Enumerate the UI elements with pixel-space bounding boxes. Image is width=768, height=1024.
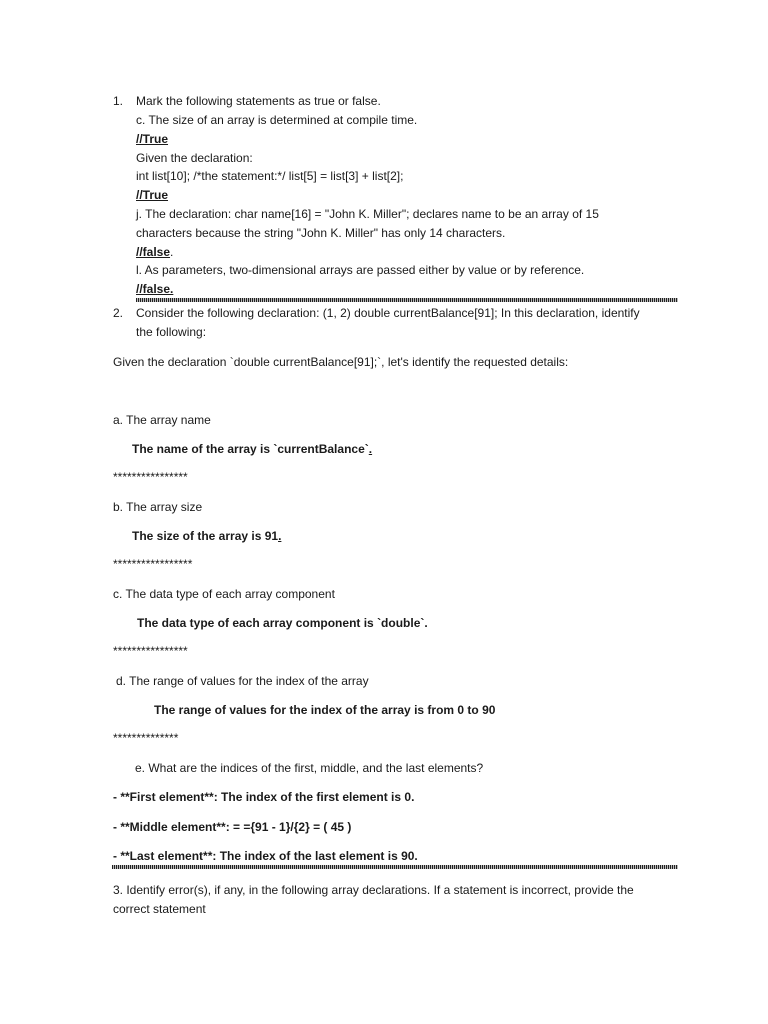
q1-j-answer-row	[136, 243, 173, 261]
q1-code-answer: //True	[136, 188, 169, 202]
q1-given: Given the declaration:	[136, 151, 253, 165]
q2-prompt-line2: the following:	[136, 325, 207, 339]
q2-prompt-line1: Consider the following declaration: (1, 2) double currentBalance[91]; In this declaration, identify	[136, 306, 640, 320]
q1-code-line: int list[10]; /*the statement:*/ list[5] = list[3] + list[2];	[136, 169, 404, 183]
q2-a-answer-row	[132, 440, 372, 458]
q2-d-label: d. The range of values for the index of the array	[116, 674, 369, 688]
q2-b-answer: The size of the array is 91	[132, 529, 279, 543]
q2-c-label: c. The data type of each array component	[113, 587, 335, 601]
q2-stars-d: **************	[113, 731, 179, 745]
section-divider-1	[136, 298, 678, 302]
q2-number: 2.	[113, 306, 124, 320]
q2-b-label: b. The array size	[113, 500, 203, 514]
q2-stars-b: *****************	[113, 557, 193, 571]
q1-number: 1.	[113, 94, 124, 108]
q1-intro: Mark the following statements as true or false.	[136, 94, 381, 108]
q1-c-statement: c. The size of an array is determined at compile time.	[136, 113, 418, 127]
q1-j-statement-line1: j. The declaration: char name[16] = "John K. Miller"; declares name to be an array of 15	[136, 207, 599, 221]
q2-first-element: - **First element**: The index of the first element is 0.	[113, 790, 415, 804]
q2-stars-c: ****************	[113, 644, 188, 658]
q3-line1: 3. Identify error(s), if any, in the following array declarations. If a statement is incorrect, provide the	[113, 883, 634, 897]
q2-last-element: - **Last element**: The index of the last element is 90.	[113, 849, 418, 863]
q2-b-answer-suffix: .	[278, 529, 282, 543]
q2-c-answer: The data type of each array component is `double`.	[137, 616, 428, 630]
q1-l-answer: //false.	[136, 282, 174, 296]
q2-middle-element: - **Middle element**: = ={91 - 1}/{2} = ( 45 )	[113, 820, 352, 834]
q1-j-answer-suffix: .	[170, 245, 174, 259]
q1-j-statement-line2: characters because the string "John K. Miller" has only 14 characters.	[136, 226, 506, 240]
q2-a-answer: The name of the array is `currentBalance`	[132, 442, 369, 456]
q2-a-label: a. The array name	[113, 413, 211, 427]
q2-e-label: e. What are the indices of the first, middle, and the last elements?	[135, 761, 484, 775]
q1-c-answer: //True	[136, 132, 169, 146]
q1-l-statement: l. As parameters, two-dimensional arrays are passed either by value or by reference.	[136, 263, 585, 277]
q2-d-answer: The range of values for the index of the array is from 0 to 90	[154, 703, 496, 717]
q3-line2: correct statement	[113, 902, 206, 916]
q2-lead: Given the declaration `double currentBalance[91];`, let's identify the requested details:	[113, 355, 569, 369]
q2-stars-a: ****************	[113, 470, 188, 484]
q1-j-answer: //false	[136, 245, 171, 259]
q2-a-answer-suffix: .	[368, 442, 373, 456]
q2-b-answer-row	[132, 527, 281, 545]
section-divider-2	[112, 865, 678, 869]
